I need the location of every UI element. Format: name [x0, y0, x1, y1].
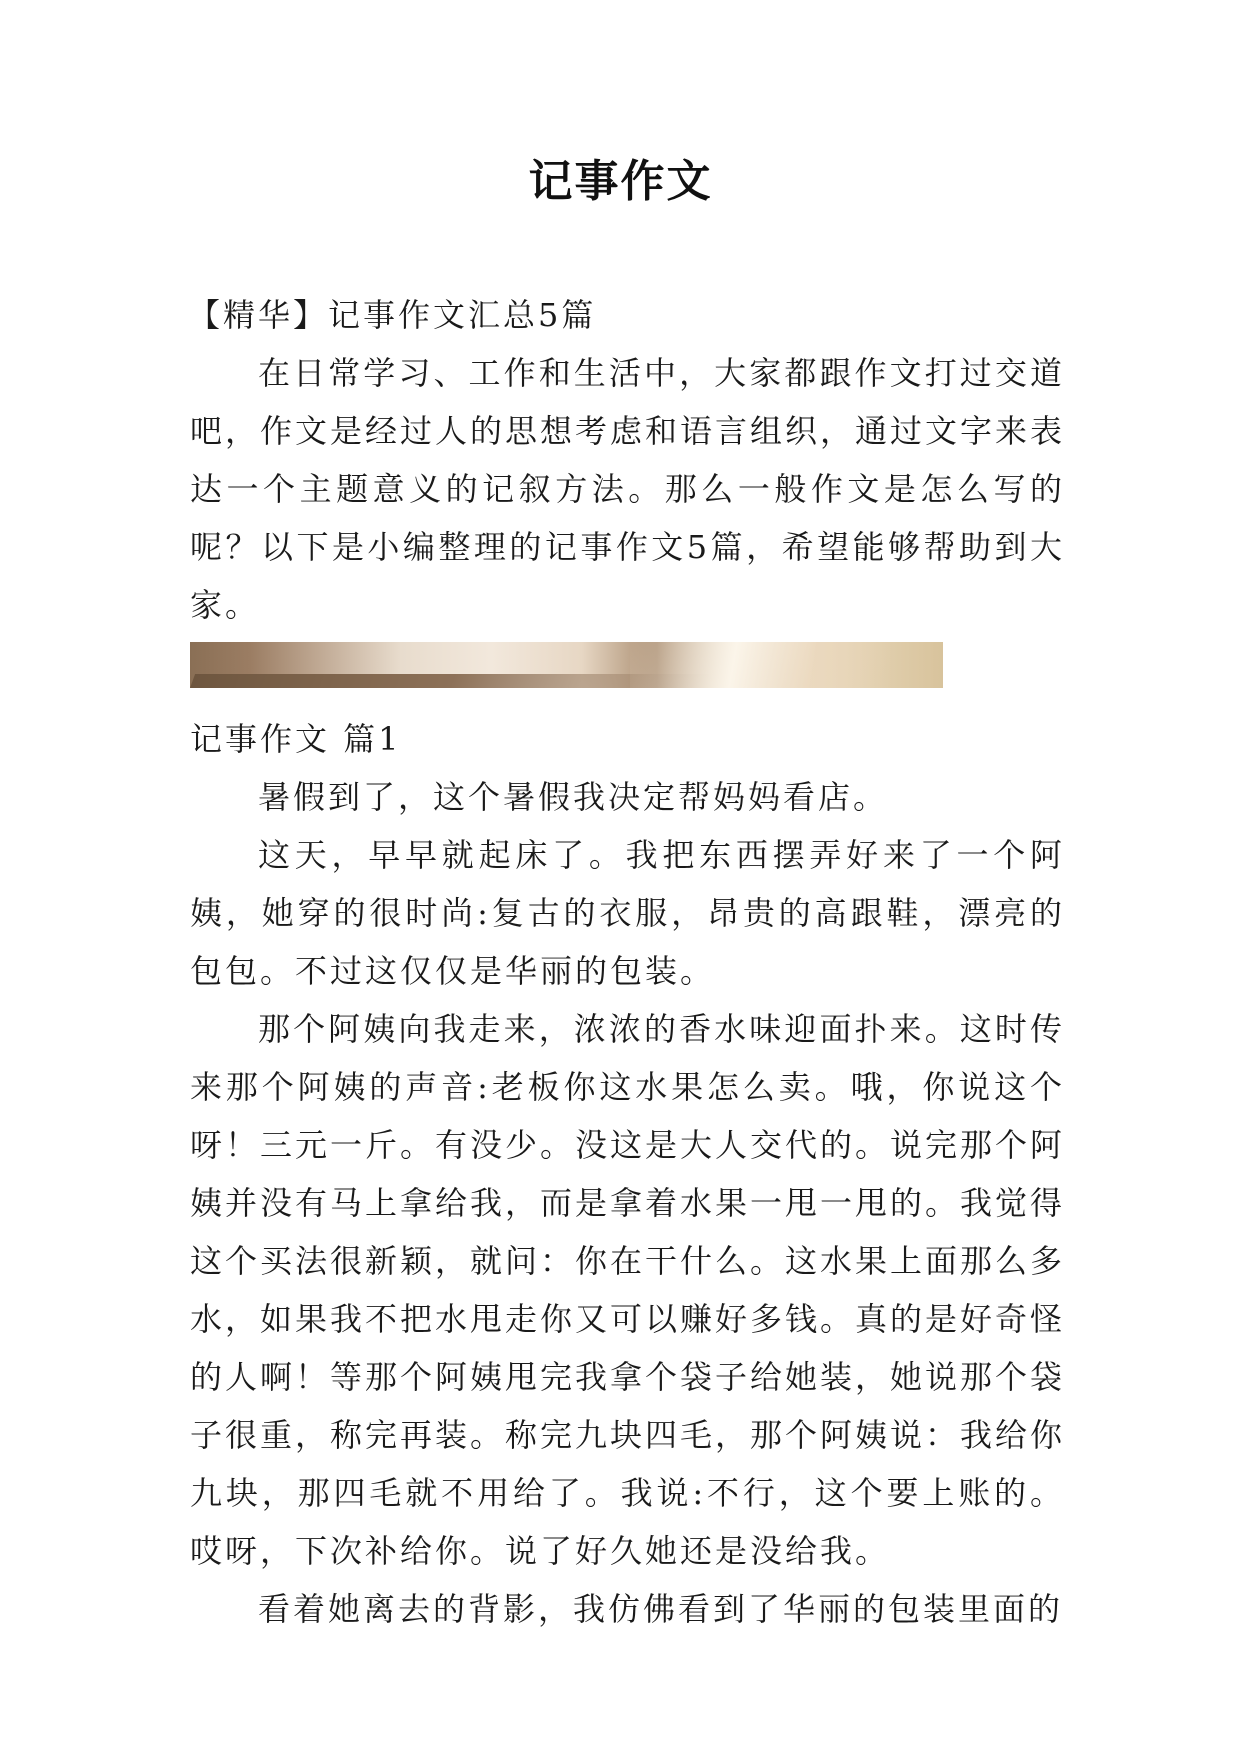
document-body — [190, 286, 1065, 1638]
body-paragraph: 这天，早早就起床了。我把东西摆弄好来了一个阿姨，她穿的很时尚:复古的衣服，昂贵的高跟鞋，漂亮的包包。不过这仅仅是华丽的包装。 — [190, 836, 1065, 990]
body-paragraph: 暑假到了，这个暑假我决定帮妈妈看店。 — [258, 778, 889, 816]
body-paragraph: 那个阿姨向我走来，浓浓的香水味迎面扑来。这时传来那个阿姨的声音:老板你这水果怎么卖。哦，你说这个呀！三元一斤。有没少。没这是大人交代的。说完那个阿姨并没有马上拿给我，而是拿着水果一甩一甩的。我觉得这个买法很新颖，就问：你在干什么。这水果上面那么多水，如果我不把水甩走你又可以赚好多钱。真的是好奇怪的人啊！等那个阿姨甩完我拿个袋子给她装，她说那个袋子很重，称完再装。称完九块四毛，那个阿姨说：我给你九块，那四毛就不用给了。我说:不行，这个要上账的。哎呀，下次补给你。说了好久她还是没给我。 — [190, 1010, 1066, 1570]
document-subtitle: 【精华】记事作文汇总5篇 — [188, 296, 597, 334]
section-heading: 记事作文 篇1 — [190, 720, 402, 758]
document-title: 记事作文 — [528, 156, 713, 207]
decorative-banner-image — [190, 642, 943, 688]
body-paragraph: 看着她离去的背影，我仿佛看到了华丽的包装里面的 — [258, 1590, 1064, 1628]
intro-paragraph: 在日常学习、工作和生活中，大家都跟作文打过交道吧，作文是经过人的思想考虑和语言组织，通过文字来表达一个主题意义的记叙方法。那么一般作文是怎么写的呢？以下是小编整理的记事作文5篇，希望能够帮助到大家。 — [190, 354, 1066, 624]
